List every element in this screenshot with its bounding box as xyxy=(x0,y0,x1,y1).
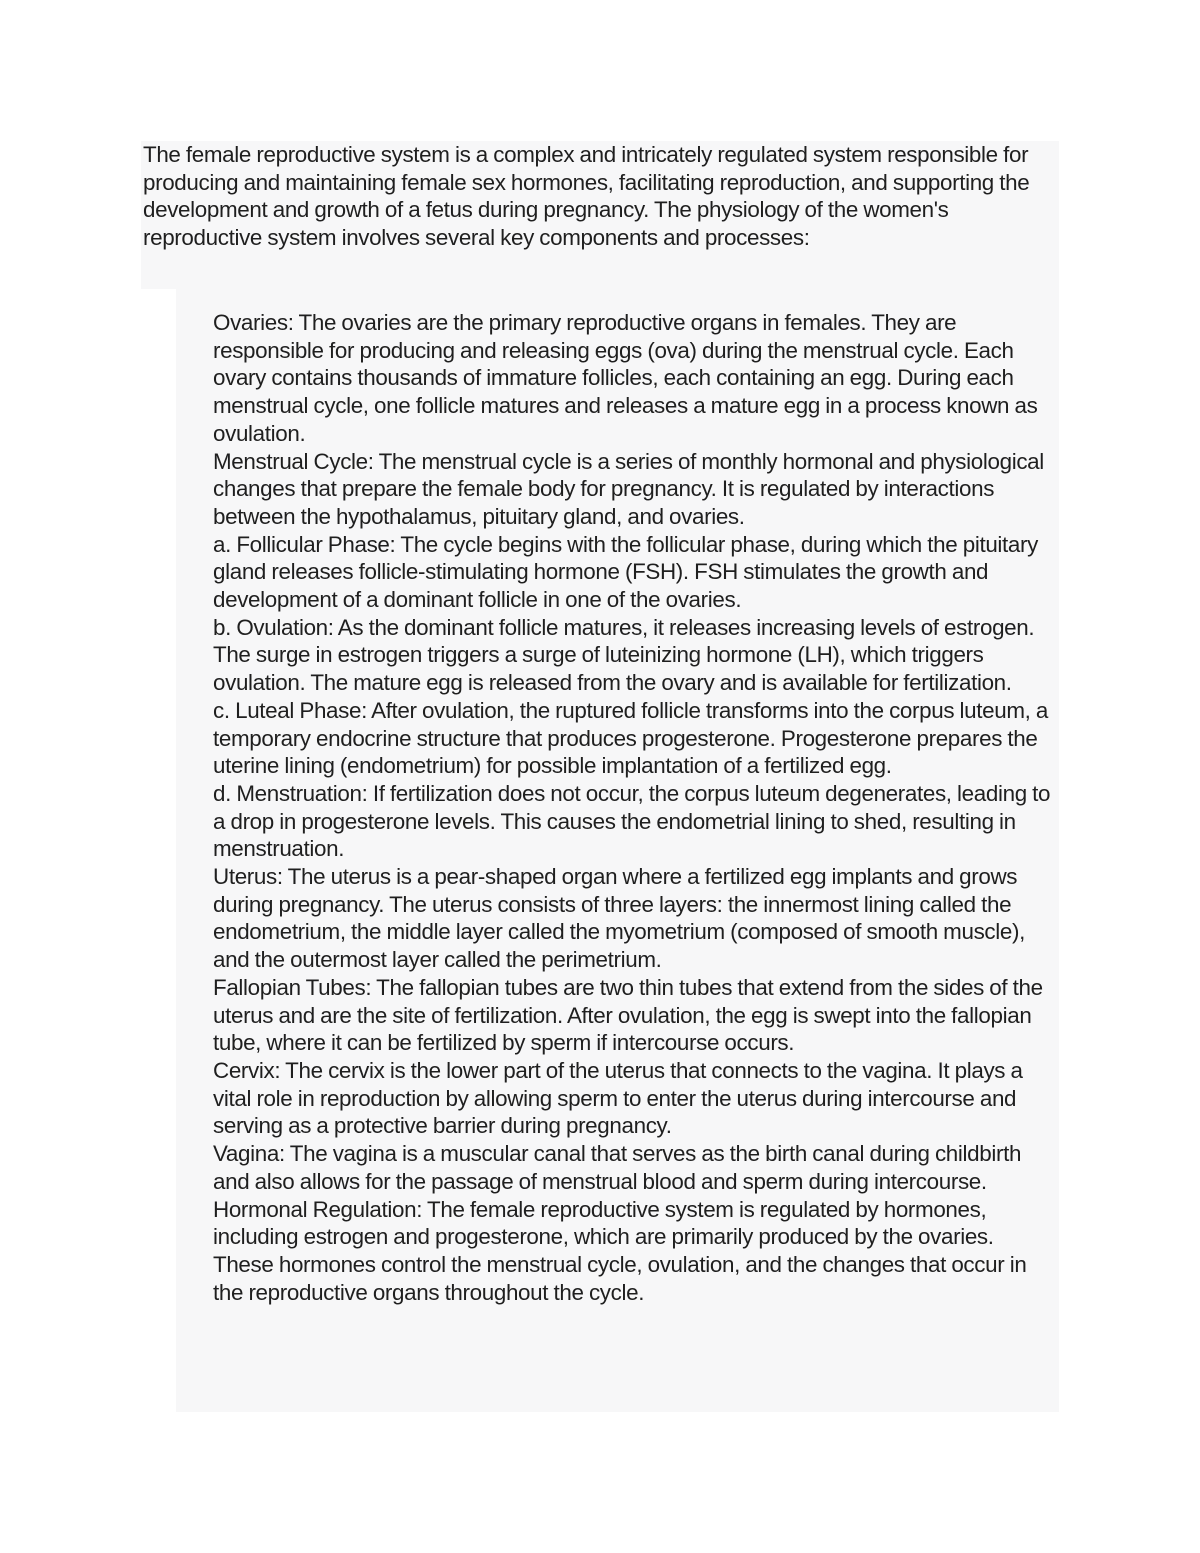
list-item-uterus: Uterus: The uterus is a pear-shaped organ where a fertilized egg implants and grows during pregnancy. The uterus consists of three layers: the innermost lining called the endometrium, the middle layer called the myometrium (composed of smooth muscle), and the outermost layer called the perimetrium. xyxy=(213,864,1025,973)
list-item-fallopian-tubes: Fallopian Tubes: The fallopian tubes are two thin tubes that extend from the sides of the uterus and are the site of fertilization. After ovulation, the egg is swept into the fallopian tube, where it can be fertilized by sperm if intercourse occurs. xyxy=(213,974,1043,1056)
list-item-vagina: Vagina: The vagina is a muscular canal that serves as the birth canal during childbirth and also allows for the passage of menstrual blood and sperm during intercourse. xyxy=(213,1141,1022,1194)
intro-paragraph: The female reproductive system is a complex and intricately regulated system responsible for producing and maintaining female sex hormones, facilitating reproduction, and supporting the development and growth of a fetus during pregnancy. The physiology of the women's reproductive system involves several key components and processes: xyxy=(143,142,1030,251)
list-item-ovulation: b. Ovulation: As the dominant follicle matures, it releases increasing levels of estrogen. The surge in estrogen triggers a surge of luteinizing hormone (LH), which triggers ovulation. The mature egg is released from the ovary and is available for fertilization. xyxy=(213,614,1035,696)
list-item-hormonal-regulation: Hormonal Regulation: The female reproductive system is regulated by hormones, including estrogen and progesterone, which are primarily produced by the ovaries. These hormones control the menstrual cycle, ovulation, and the changes that occur in the reproductive organs throughout the cycle. xyxy=(213,1196,1027,1305)
components-list xyxy=(213,309,1059,1306)
list-item-follicular-phase: a. Follicular Phase: The cycle begins with the follicular phase, during which the pituitary gland releases follicle-stimulating hormone (FSH). FSH stimulates the growth and development of a dominant follicle in one of the ovaries. xyxy=(213,531,1038,613)
list-item-menstrual-cycle: Menstrual Cycle: The menstrual cycle is a series of monthly hormonal and physiological changes that prepare the female body for pregnancy. It is regulated by interactions between the hypothalamus, pituitary gland, and ovaries. xyxy=(213,448,1044,529)
list-item-ovaries: Ovaries: The ovaries are the primary reproductive organs in females. They are responsible for producing and releasing eggs (ova) during the menstrual cycle. Each ovary contains thousands of immature follicles, each containing an egg. During each menstrual cycle, one follicle matures and releases a mature egg in a process known as ovulation. xyxy=(213,310,1038,446)
list-item-menstruation: d. Menstruation: If fertilization does not occur, the corpus luteum degenerates, leading to a drop in progesterone levels. This causes the endometrial lining to shed, resulting in menstruation. xyxy=(213,780,1051,862)
list-item-cervix: Cervix: The cervix is the lower part of the uterus that connects to the vagina. It plays a vital role in reproduction by allowing sperm to enter the uterus during intercourse and serving as a protective barrier during pregnancy. xyxy=(213,1057,1023,1139)
list-item-luteal-phase: c. Luteal Phase: After ovulation, the ruptured follicle transforms into the corpus luteum, a temporary endocrine structure that produces progesterone. Progesterone prepares the uterine lining (endometrium) for possible implantation of a fertilized egg. xyxy=(213,697,1049,779)
